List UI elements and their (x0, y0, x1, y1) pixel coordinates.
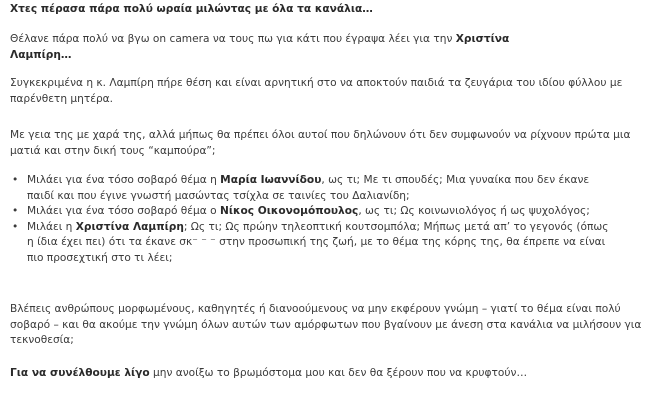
bullet-text-pre: Μιλάει για ένα τόσο σοβαρό θέμα ο (27, 205, 220, 217)
bullet-icon: • (12, 174, 19, 186)
paragraph-closing (10, 366, 646, 382)
paragraph-educated-people: Βλέπεις ανθρώπους μορφωμένους, καθηγητές ή διανοούμενους να μην εκφέρουν γνώμη – γιατί το θέμα είναι πολύ σοβαρό – και θα ακούμε την γνώμη όλων αυτών των αμόρφωτων που βγαίνουν με άνεση στα κανάλια να μιλήσουν για τεκνοθεσία; (10, 303, 642, 346)
name-nikos-oikonomopoulos: Νίκος Οικονομόπουλος (219, 205, 359, 217)
list-item (10, 220, 610, 267)
bullet-icon: • (12, 220, 19, 233)
name-christina-lampiri: Χριστίνα Λαμπίρη (75, 220, 184, 233)
article-title: Χτες πέρασα πάρα πολύ ωραία μιλώντας με όλα τα κανάλια… (10, 3, 373, 15)
list-item (10, 204, 610, 220)
bullet-text-post: ; Ως τι; Ως πρώην τηλεοπτική κουτσομπόλα; Μήπως μετά απ’ το γεγονός (όπως η ίδια έχει πει) ότι τα έκανε σκ⁻ ⁻ ⁻ στην προσωπική της ζωή, με το θέμα της κόρης της, θα έπρεπε να είναι πιο προσεχτική στο τι λέει; (27, 220, 609, 264)
closing-text: μην ανοίξω το βρωμόστομα μου και δεν θα ξέρουν που να κρυφτούν… (149, 367, 528, 379)
bullet-list (10, 173, 610, 266)
closing-bold: Για να συνέλθουμε λίγο (10, 367, 150, 379)
paragraph-hump: Με γεια της με χαρά της, αλλά μήπως θα πρέπει όλοι αυτοί που δηλώνουν ότι δεν συμφωνούν να ρίχνουν πρώτα μια ματιά και στην δική τους “καμπούρα”; (10, 129, 631, 157)
paragraph-camera-text: Θέλανε πάρα πολύ να βγω on camera να τους πω για κάτι που έγραψα λέει για την (10, 33, 456, 45)
name-christina-lampiri: Χριστίνα Λαμπίρη… (10, 33, 510, 61)
bullet-text-pre: Μιλάει για ένα τόσο σοβαρό θέμα η (27, 174, 221, 186)
paragraph-camera (10, 32, 570, 63)
list-item (10, 173, 610, 204)
bullet-text-post: , ως τι; Με τι σπουδές; Μια γυναίκα που δεν έκανε παιδί και που έγινε γνωστή μασώντας τσίχλα σε ταινίες του Δαλιανίδη; (27, 174, 590, 202)
bullet-icon: • (12, 205, 19, 217)
bullet-text-post: , ως τι; Ως κοινωνιολόγος ή ως ψυχολόγος; (358, 205, 590, 217)
bullet-text-pre: Μιλάει η (27, 220, 76, 233)
name-maria-ioannidou: Μαρία Ιωαννίδου (220, 174, 322, 186)
paragraph-position: Συγκεκριμένα η κ. Λαμπίρη πήρε θέση και είναι αρνητική στο να αποκτούν παιδιά τα ζευγάρια του ιδίου φύλλου με παρένθετη μητέρα. (10, 77, 623, 105)
